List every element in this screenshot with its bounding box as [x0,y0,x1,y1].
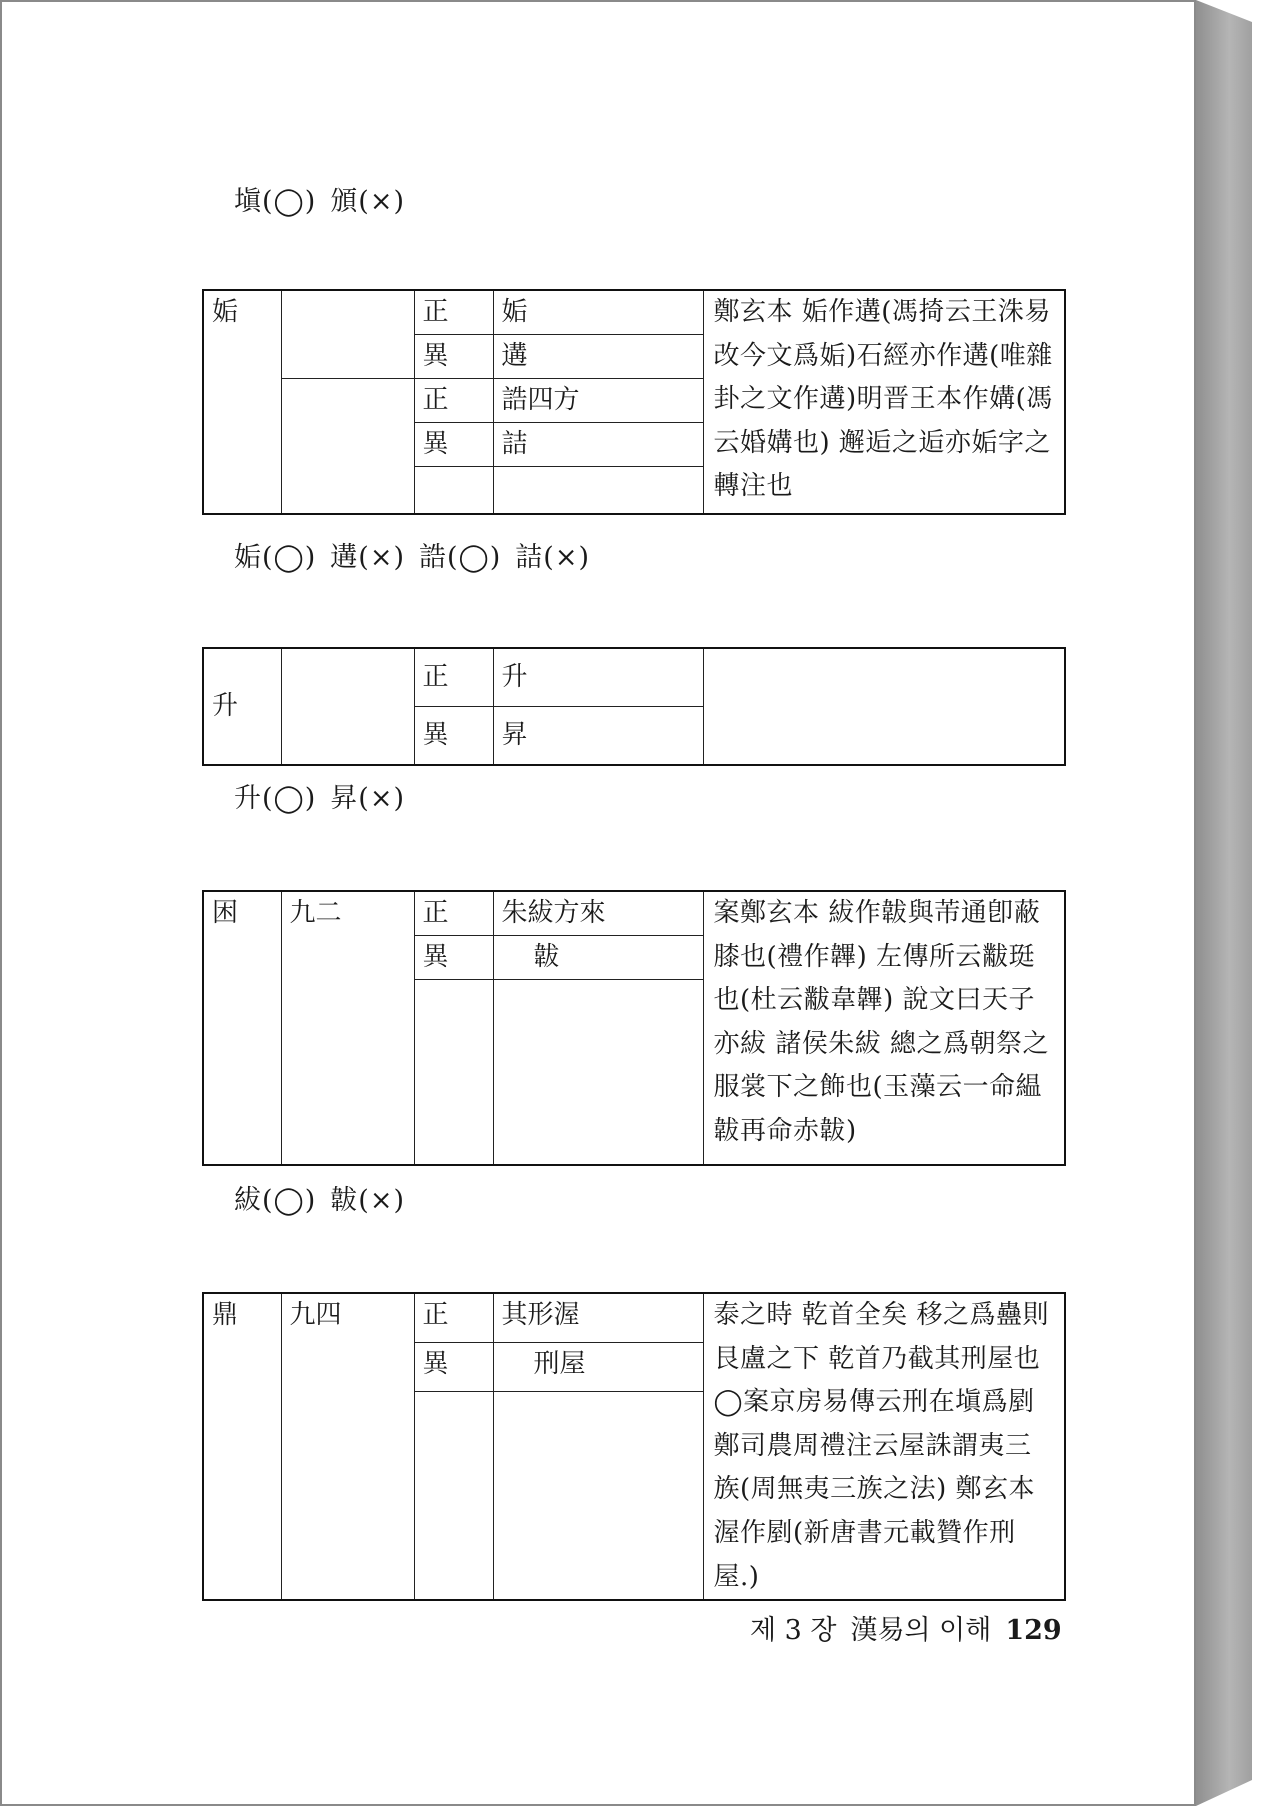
mark-cell: 正 [414,379,493,423]
mark-cell: 異 [414,335,493,379]
hexagram-cell: 升 [203,648,281,765]
note-cell [703,648,1065,765]
mark-cell: 正 [414,648,493,707]
mark-cell [414,980,493,1166]
chapter-title: 漢易의 이해 [850,1615,992,1646]
note-cell: 鄭玄本 姤作遘(馮掎云王洙易改今文爲姤)石經亦作遘(唯雜卦之文作遘)明晋王本作媾(馮云婚媾也) 邂逅之逅亦姤字之轉注也 [703,290,1065,514]
mark-cell: 異 [414,707,493,766]
text-cell: 其形渥 [493,1293,703,1343]
entry-table-gou [202,289,1066,515]
mark-cell: 異 [414,1343,493,1392]
chapter-label: 제 3 장 [750,1615,837,1646]
line-cell [281,290,414,379]
mark-cell: 異 [414,423,493,467]
mark-cell: 正 [414,290,493,335]
text-cell: 升 [493,648,703,707]
entry-table-sheng [202,647,1066,766]
verdict-line-3: 升(◯) 昇(×) [234,783,405,814]
verdict-line-2: 姤(◯) 遘(×) 誥(◯) 詰(×) [234,542,590,573]
text-cell [493,1392,703,1600]
mark-cell [414,1392,493,1600]
text-cell: 遘 [493,335,703,379]
note-cell: 案鄭玄本 紱作韍與芾通卽蔽膝也(禮作韠) 左傳所云黻珽也(杜云黻韋韠) 說文曰天子亦紱 諸侯朱紱 總之爲朝祭之服裳下之飾也(玉藻云一命緼韍再命赤韍) [703,891,1065,1165]
entry-table-ding [202,1292,1066,1601]
mark-cell: 正 [414,1293,493,1343]
entry-table-kun [202,890,1066,1166]
mark-cell: 正 [414,891,493,936]
book-spine-edge [1196,0,1252,1806]
line-cell [281,379,414,514]
text-cell [493,467,703,514]
text-cell: 詰 [493,423,703,467]
mark-cell [414,467,493,514]
line-cell: 九四 [281,1293,414,1600]
text-cell: 朱紱方來 [493,891,703,936]
hexagram-cell: 鼎 [203,1293,281,1600]
text-cell [493,980,703,1166]
text-cell: 刑屋 [493,1343,703,1392]
page-number: 129 [1005,1615,1062,1646]
text-cell: 姤 [493,290,703,335]
line-cell: 九二 [281,891,414,1165]
text-cell: 誥四方 [493,379,703,423]
hexagram-cell: 姤 [203,290,281,514]
text-cell: 昇 [493,707,703,766]
running-footer [750,1608,1076,1647]
hexagram-cell: 困 [203,891,281,1165]
verdict-line-4: 紱(◯) 韍(×) [234,1185,405,1216]
text-cell: 韍 [493,936,703,980]
line-cell [281,648,414,765]
mark-cell: 異 [414,936,493,980]
verdict-line-1: 塡(◯) 頒(×) [234,186,405,217]
note-cell: 泰之時 乾首全矣 移之爲蠱則艮盧之下 乾首乃截其刑屋也◯案京房易傳云刑在塡爲剭鄭司農周禮注云屋誅謂夷三族(周無夷三族之法) 鄭玄本渥作剭(新唐書元載贊作刑屋.) [703,1293,1065,1600]
